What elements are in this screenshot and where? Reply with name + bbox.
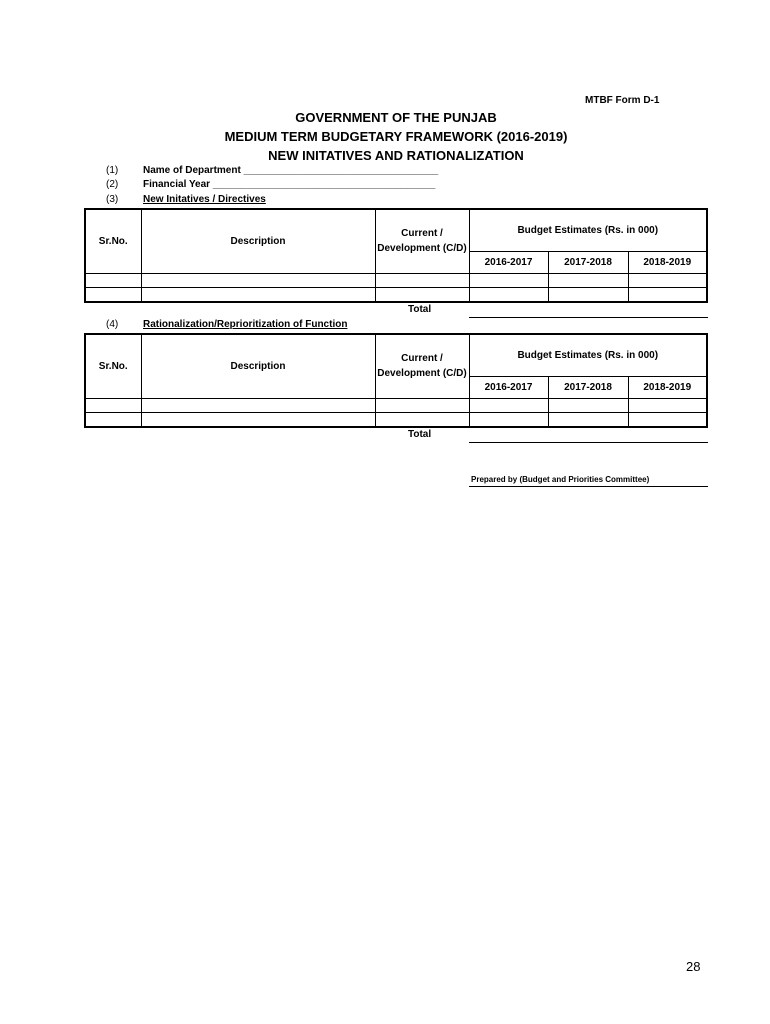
- prepared-by-label: Prepared by (Budget and Priorities Committee): [471, 475, 650, 484]
- form-code: MTBF Form D-1: [585, 95, 660, 106]
- header-current-development: Current / Development (C/D): [375, 209, 469, 273]
- total-label-1: Total: [408, 304, 432, 315]
- title-government: GOVERNMENT OF THE PUNJAB: [295, 110, 497, 125]
- header-year-2016-2017: 2016-2017: [469, 376, 548, 398]
- section-heading-rationalization: Rationalization/Reprioritization of Function: [143, 319, 348, 330]
- title-initiatives: NEW INITATIVES AND RATIONALIZATION: [268, 148, 524, 163]
- header-year-2016-2017: 2016-2017: [469, 251, 548, 273]
- new-initiatives-table: [84, 208, 708, 303]
- table-row: [85, 412, 707, 427]
- section-heading-new-initiatives: New Initatives / Directives: [143, 194, 266, 205]
- header-current-development: Current / Development (C/D): [375, 334, 469, 398]
- header-year-2018-2019: 2018-2019: [628, 376, 707, 398]
- title-framework: MEDIUM TERM BUDGETARY FRAMEWORK (2016-2019): [224, 129, 568, 144]
- header-srno: Sr.No.: [85, 334, 141, 398]
- header-year-2017-2018: 2017-2018: [548, 376, 628, 398]
- total-line-1: [469, 317, 708, 318]
- table-row: [85, 398, 707, 412]
- item-number-4: (4): [106, 319, 119, 330]
- table-row: [85, 287, 707, 302]
- item-number-2: (2): [106, 179, 119, 190]
- rationalization-table: [84, 333, 708, 428]
- header-budget-estimates: Budget Estimates (Rs. in 000): [469, 209, 707, 251]
- table-row: [85, 273, 707, 287]
- item-number-3: (3): [106, 194, 119, 205]
- financial-year-field: Financial Year ________________________________________: [143, 179, 436, 190]
- page-number: 28: [686, 959, 701, 974]
- header-srno: Sr.No.: [85, 209, 141, 273]
- item-number-1: (1): [106, 165, 119, 176]
- department-name-field: Name of Department ___________________________________: [143, 165, 439, 176]
- header-year-2017-2018: 2017-2018: [548, 251, 628, 273]
- total-label-2: Total: [408, 429, 432, 440]
- header-budget-estimates: Budget Estimates (Rs. in 000): [469, 334, 707, 376]
- header-year-2018-2019: 2018-2019: [628, 251, 707, 273]
- header-description: Description: [141, 334, 375, 398]
- total-line-2: [469, 442, 708, 443]
- prepared-by-line: [469, 486, 708, 487]
- header-description: Description: [141, 209, 375, 273]
